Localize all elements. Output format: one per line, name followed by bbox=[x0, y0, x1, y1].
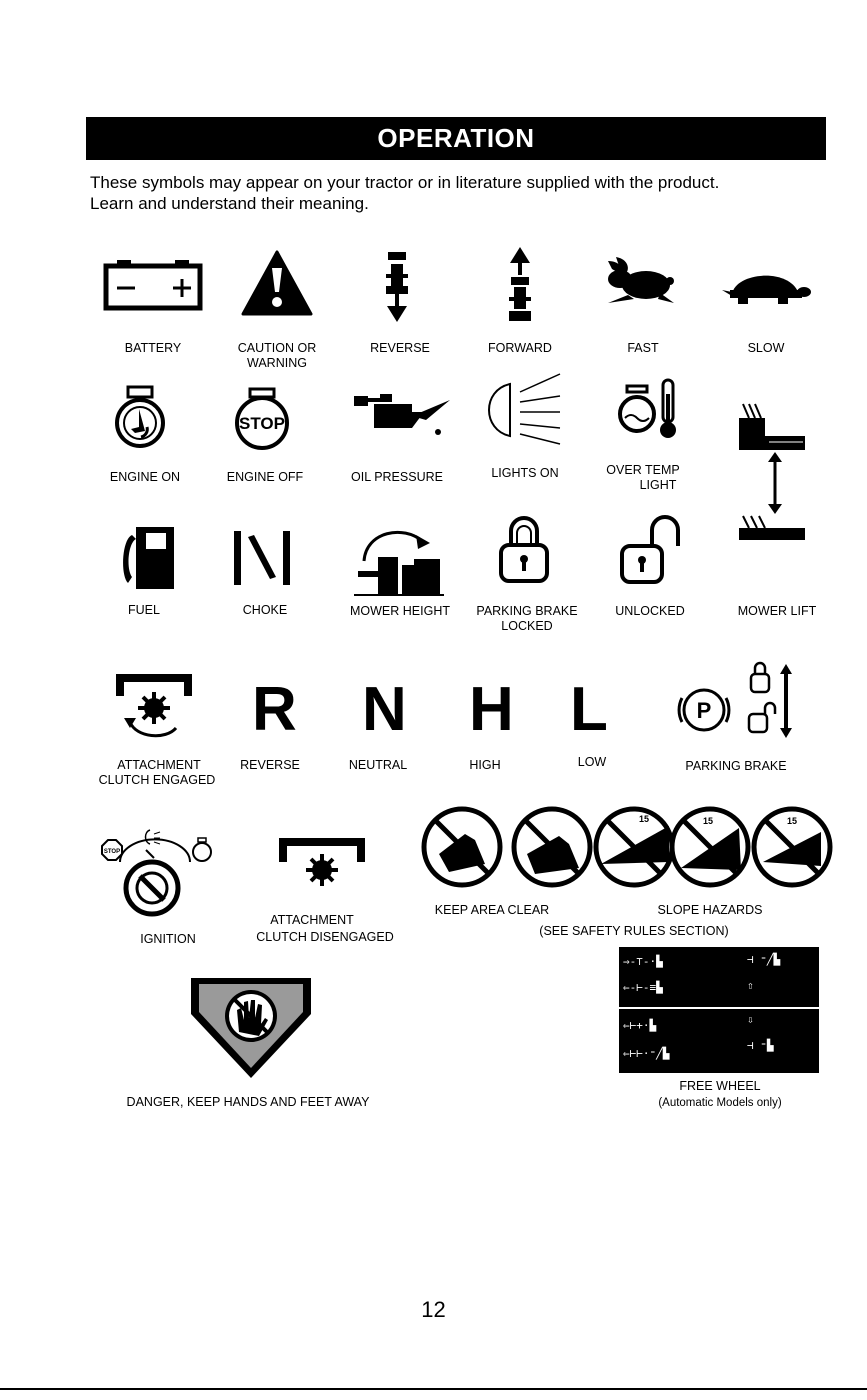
neutral-letter: N bbox=[362, 675, 407, 744]
engine-off-label: ENGINE OFF bbox=[226, 470, 304, 484]
keep-clear-icon bbox=[419, 804, 835, 890]
unlocked-label: UNLOCKED bbox=[615, 604, 685, 618]
attachment-disengaged-icon bbox=[279, 836, 365, 892]
parking-brake-locked-label-1: PARKING BRAKE bbox=[476, 604, 578, 618]
free-wheel-icon-lower: ⇐⊢+·▙ ⇐⊢⊢·⁼╱▙ ⇩ ⊣ ⁼▙ bbox=[619, 1009, 819, 1073]
forward-label: FORWARD bbox=[488, 341, 552, 355]
low-label: LOW bbox=[577, 755, 607, 769]
engine-off-icon bbox=[229, 385, 295, 451]
bottom-rule bbox=[0, 1388, 867, 1390]
fuel-pump-icon bbox=[116, 525, 176, 591]
intro-line-2: Learn and understand their meaning. bbox=[90, 194, 369, 213]
turtle-icon bbox=[718, 266, 812, 308]
attachment-engaged-label-2: CLUTCH ENGAGED bbox=[98, 773, 216, 787]
rabbit-icon bbox=[598, 255, 676, 307]
reverse-arrow-icon bbox=[382, 248, 412, 324]
free-wheel-icon: ⇒-⊤-·▙ ⇐-⊢-≡▙ ⊣ ⁼╱▙ ⇧ bbox=[619, 947, 819, 1007]
section-title: OPERATION bbox=[377, 123, 535, 153]
ignition-icon bbox=[98, 828, 218, 924]
engine-on-icon bbox=[113, 383, 167, 453]
ignition-label: IGNITION bbox=[140, 932, 196, 946]
caution-label-1: CAUTION OR bbox=[237, 341, 317, 355]
choke-icon bbox=[232, 529, 292, 587]
high-letter: H bbox=[469, 675, 514, 744]
reverse-label: REVERSE bbox=[370, 341, 430, 355]
intro-line-1: These symbols may appear on your tractor or in literature supplied with the product. bbox=[90, 173, 720, 192]
padlock-locked-icon bbox=[497, 515, 551, 585]
attachment-engaged-icon bbox=[116, 672, 192, 748]
choke-label: CHOKE bbox=[242, 603, 288, 617]
low-letter: L bbox=[570, 675, 608, 744]
danger-hand-icon bbox=[187, 974, 315, 1082]
slope-15-text-3: 15 bbox=[787, 816, 798, 826]
intro-text bbox=[90, 172, 830, 214]
battery-icon bbox=[103, 258, 203, 312]
slope-hazards-label: SLOPE HAZARDS bbox=[657, 903, 763, 917]
caution-label-2: WARNING bbox=[247, 356, 307, 370]
reverse-letter: R bbox=[252, 675, 297, 744]
parking-brake-label: PARKING BRAKE bbox=[685, 759, 787, 773]
forward-arrow-icon bbox=[505, 247, 535, 325]
attachment-disengaged-label-2: CLUTCH DISENGAGED bbox=[256, 930, 394, 944]
section-header bbox=[86, 117, 826, 160]
attachment-engaged-label-1: ATTACHMENT bbox=[117, 758, 201, 772]
oil-pressure-label: OIL PRESSURE bbox=[351, 470, 443, 484]
mower-lift-icon bbox=[735, 400, 819, 540]
over-temp-label-1: OVER TEMP bbox=[606, 463, 680, 477]
mower-lift-label: MOWER LIFT bbox=[737, 604, 817, 618]
slope-15-text-1: 15 bbox=[639, 814, 650, 824]
caution-icon bbox=[241, 250, 313, 316]
fuel-label: FUEL bbox=[128, 603, 160, 617]
parking-brake-locked-label-2: LOCKED bbox=[501, 619, 553, 633]
parking-brake-icon bbox=[676, 660, 804, 742]
neutral-label: NEUTRAL bbox=[348, 758, 408, 772]
see-safety-label: (SEE SAFETY RULES SECTION) bbox=[539, 924, 729, 938]
slow-label: SLOW bbox=[747, 341, 785, 355]
stop-text: STOP bbox=[239, 414, 285, 433]
ignition-stop-text: STOP bbox=[103, 849, 121, 855]
mower-height-icon bbox=[354, 521, 446, 597]
mower-height-label: MOWER HEIGHT bbox=[350, 604, 450, 618]
over-temp-label-2: LIGHT bbox=[639, 478, 677, 492]
parking-p-letter: P bbox=[696, 698, 712, 723]
headlight-icon bbox=[480, 372, 566, 448]
high-label: HIGH bbox=[469, 758, 501, 772]
slope-15-text-2: 15 bbox=[703, 816, 714, 826]
page-number: 12 bbox=[421, 1297, 446, 1322]
reverse-r-label: REVERSE bbox=[240, 758, 300, 772]
lights-on-label: LIGHTS ON bbox=[491, 466, 559, 480]
keep-area-clear-label: KEEP AREA CLEAR bbox=[434, 903, 550, 917]
engine-on-label: ENGINE ON bbox=[109, 470, 181, 484]
free-wheel-label-2: (Automatic Models only) bbox=[658, 1097, 782, 1109]
attachment-disengaged-label-1: ATTACHMENT bbox=[270, 913, 354, 927]
padlock-unlocked-icon bbox=[618, 512, 690, 586]
danger-label: DANGER, KEEP HANDS AND FEET AWAY bbox=[126, 1095, 370, 1109]
free-wheel-label-1: FREE WHEEL bbox=[679, 1079, 761, 1093]
fast-label: FAST bbox=[627, 341, 659, 355]
oil-can-icon bbox=[352, 392, 454, 436]
battery-label: BATTERY bbox=[124, 341, 182, 355]
thermometer-icon bbox=[617, 376, 681, 440]
